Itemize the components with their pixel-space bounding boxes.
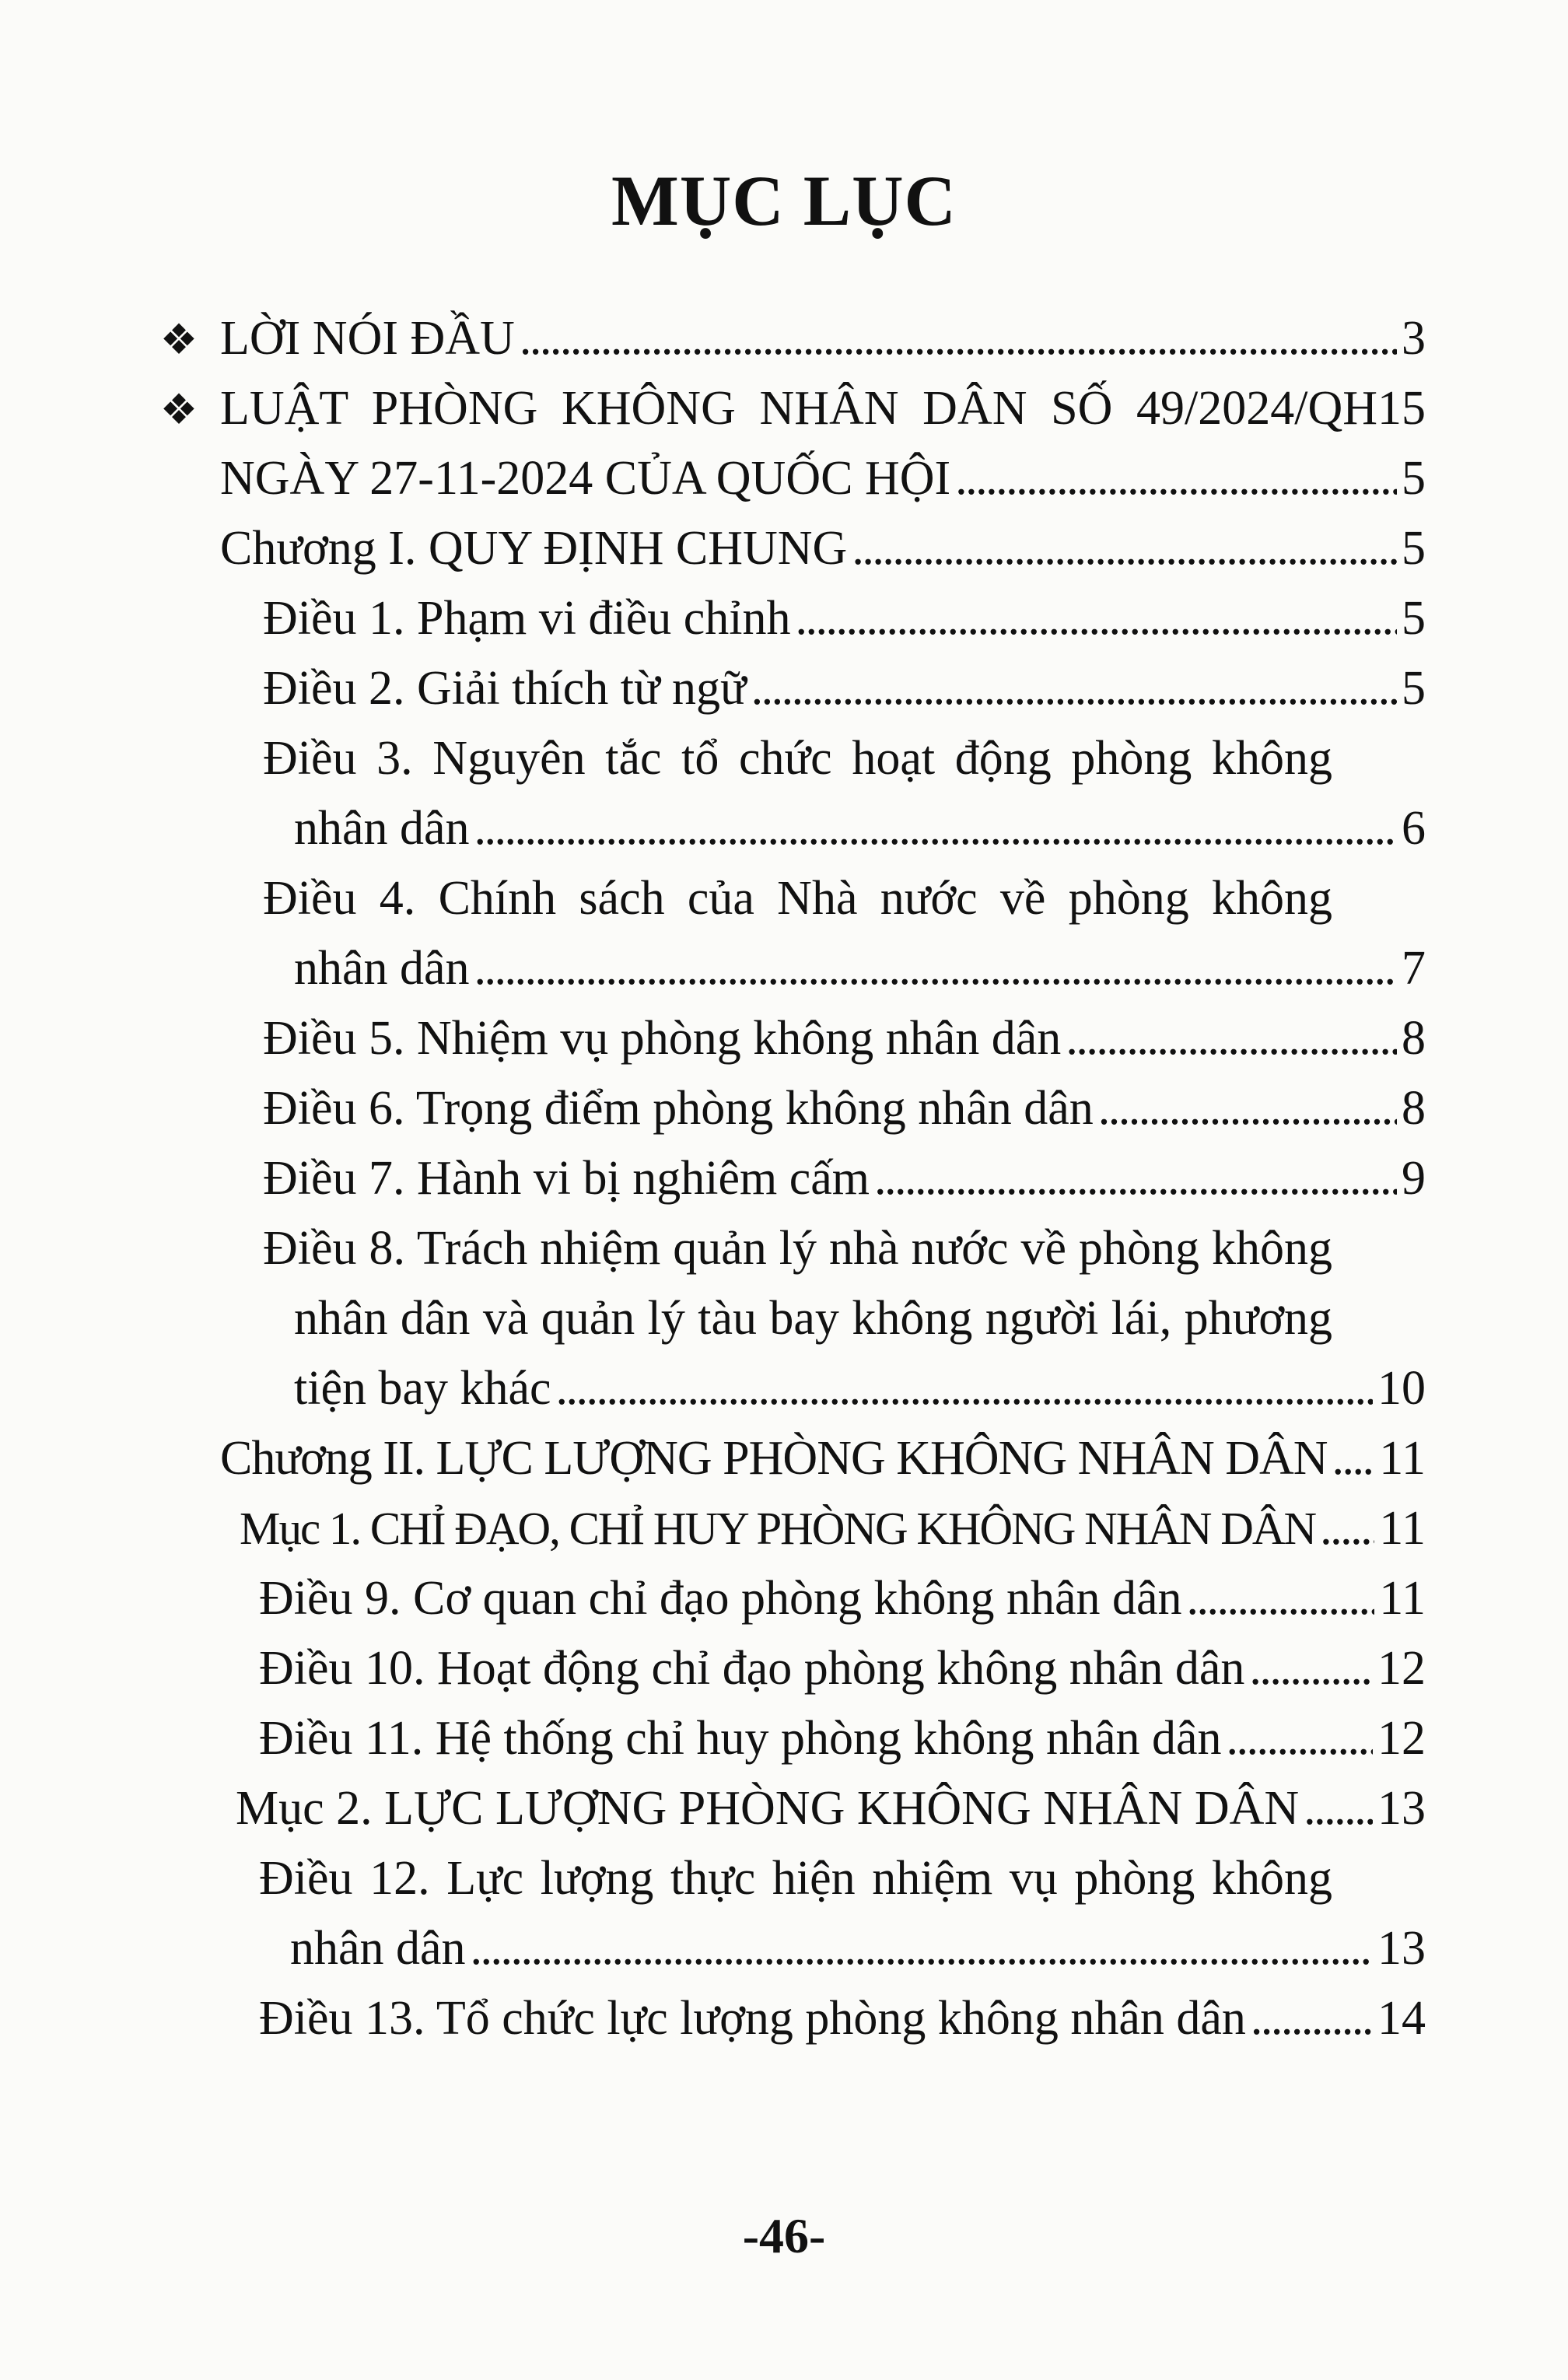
dot-leader [520, 303, 1397, 373]
toc-entry-dieu-8[interactable] [0, 1213, 1568, 1423]
diamond-bullet-icon: ❖ [159, 317, 198, 363]
toc-entry-chuong-1[interactable] [0, 513, 1568, 583]
toc-entry-luat[interactable] [0, 373, 1568, 513]
table-of-contents [0, 303, 1568, 2053]
toc-page-number: 11 [1379, 1572, 1426, 1625]
toc-entry-dieu-9[interactable] [0, 1563, 1568, 1633]
toc-entry-title-line-2: nhân dân và quản lý tàu bay không người lái, phương [294, 1292, 1332, 1345]
toc-entry-title: Điều 7. Hành vi bị nghiêm cấm [263, 1152, 870, 1205]
toc-entry-title-line-2: nhân dân [294, 942, 470, 995]
toc-entry-loi-noi-dau[interactable] [0, 303, 1568, 373]
page-title: MỤC LỤC [611, 161, 957, 240]
toc-entry-dieu-1[interactable] [0, 583, 1568, 653]
toc-page-number: 5 [1402, 662, 1426, 715]
toc-page-number: 8 [1402, 1012, 1426, 1065]
toc-page-number: 10 [1377, 1362, 1426, 1415]
dot-leader [1332, 1423, 1375, 1493]
dot-leader [1227, 1703, 1373, 1773]
toc-entry-dieu-2[interactable] [0, 653, 1568, 723]
toc-page-number: 13 [1377, 1782, 1426, 1835]
dot-leader [1251, 1983, 1373, 2053]
toc-entry-title: Mục 2. LỰC LƯỢNG PHÒNG KHÔNG NHÂN DÂN [236, 1782, 1300, 1835]
dot-leader [1098, 1073, 1397, 1143]
toc-entry-title: Điều 13. Tổ chức lực lượng phòng không nhân dân [259, 1992, 1246, 2045]
toc-page-number: 6 [1402, 802, 1426, 855]
toc-entry-dieu-6[interactable] [0, 1073, 1568, 1143]
toc-page-number: 5 [1402, 522, 1426, 575]
toc-entry-title-line-1: Điều 4. Chính sách của Nhà nước về phòng không [263, 872, 1332, 925]
toc-page-number: 11 [1379, 1432, 1426, 1485]
dot-leader [955, 443, 1397, 513]
dot-leader [1320, 1493, 1374, 1563]
toc-entry-dieu-3[interactable] [0, 723, 1568, 863]
toc-entry-title-line-2: nhân dân [294, 802, 470, 855]
toc-entry-title-line-1: Điều 8. Trách nhiệm quản lý nhà nước về phòng không [263, 1222, 1332, 1275]
toc-entry-muc-2[interactable] [0, 1773, 1568, 1843]
toc-entry-title: Điều 6. Trọng điểm phòng không nhân dân [263, 1082, 1094, 1135]
toc-entry-dieu-12[interactable] [0, 1843, 1568, 1983]
toc-entry-title: LỜI NÓI ĐẦU [220, 312, 515, 365]
toc-entry-title-line-1: Điều 3. Nguyên tắc tổ chức hoạt động phòng không [263, 732, 1332, 785]
toc-page-number: 12 [1377, 1712, 1426, 1765]
page-number: -46- [742, 2208, 826, 2263]
toc-entry-title: Điều 11. Hệ thống chỉ huy phòng không nhân dân [259, 1712, 1222, 1765]
toc-page-number: 11 [1379, 1502, 1426, 1555]
dot-leader [751, 653, 1397, 723]
toc-entry-chuong-2[interactable] [0, 1423, 1568, 1493]
toc-page-number: 3 [1402, 312, 1426, 365]
toc-entry-title-line-2: nhân dân [290, 1922, 466, 1975]
toc-entry-title: Điều 5. Nhiệm vụ phòng không nhân dân [263, 1012, 1062, 1065]
dot-leader [474, 793, 1397, 863]
toc-entry-title-line-1: Điều 12. Lực lượng thực hiện nhiệm vụ phòng không [259, 1852, 1332, 1905]
toc-page-number: 8 [1402, 1082, 1426, 1135]
toc-page-number: 13 [1377, 1922, 1426, 1975]
toc-page-number: 12 [1377, 1642, 1426, 1695]
dot-leader [874, 1143, 1397, 1213]
dot-leader [1249, 1633, 1373, 1703]
toc-page-number: 14 [1377, 1992, 1426, 2045]
dot-leader [474, 933, 1397, 1003]
toc-entry-dieu-7[interactable] [0, 1143, 1568, 1213]
toc-entry-title: Điều 10. Hoạt động chỉ đạo phòng không nhân dân [259, 1642, 1245, 1695]
dot-leader [556, 1353, 1373, 1423]
toc-page-number: 7 [1402, 942, 1426, 995]
dot-leader [1066, 1003, 1397, 1073]
toc-page-number: 5 [1402, 592, 1426, 645]
toc-entry-title: Chương I. QUY ĐỊNH CHUNG [220, 522, 848, 575]
toc-entry-title-line-3: tiện bay khác [294, 1362, 551, 1415]
toc-entry-title: Điều 2. Giải thích từ ngữ [263, 662, 747, 715]
toc-entry-title: Mục 1. CHỈ ĐẠO, CHỈ HUY PHÒNG KHÔNG NHÂN DÂN [240, 1503, 1316, 1554]
toc-entry-muc-1[interactable] [0, 1493, 1568, 1563]
dot-leader [471, 1913, 1373, 1983]
toc-page-number: 5 [1402, 452, 1426, 505]
toc-page-number: 9 [1402, 1152, 1426, 1205]
dot-leader [1304, 1773, 1373, 1843]
dot-leader [1186, 1563, 1374, 1633]
diamond-bullet-icon: ❖ [159, 387, 198, 433]
toc-entry-dieu-11[interactable] [0, 1703, 1568, 1773]
toc-entry-dieu-4[interactable] [0, 863, 1568, 1003]
toc-entry-title: Chương II. LỰC LƯỢNG PHÒNG KHÔNG NHÂN DÂN [220, 1432, 1328, 1485]
dot-leader [852, 513, 1397, 583]
toc-entry-dieu-5[interactable] [0, 1003, 1568, 1073]
toc-entry-title: Điều 1. Phạm vi điều chỉnh [263, 592, 791, 645]
toc-entry-dieu-10[interactable] [0, 1633, 1568, 1703]
dot-leader [795, 583, 1397, 653]
toc-entry-dieu-13[interactable] [0, 1983, 1568, 2053]
toc-entry-title: Điều 9. Cơ quan chỉ đạo phòng không nhân dân [259, 1572, 1182, 1625]
toc-entry-title-line-1: LUẬT PHÒNG KHÔNG NHÂN DÂN SỐ 49/2024/QH15 [220, 382, 1426, 435]
toc-entry-title-line-2: NGÀY 27-11-2024 CỦA QUỐC HỘI [220, 452, 951, 505]
